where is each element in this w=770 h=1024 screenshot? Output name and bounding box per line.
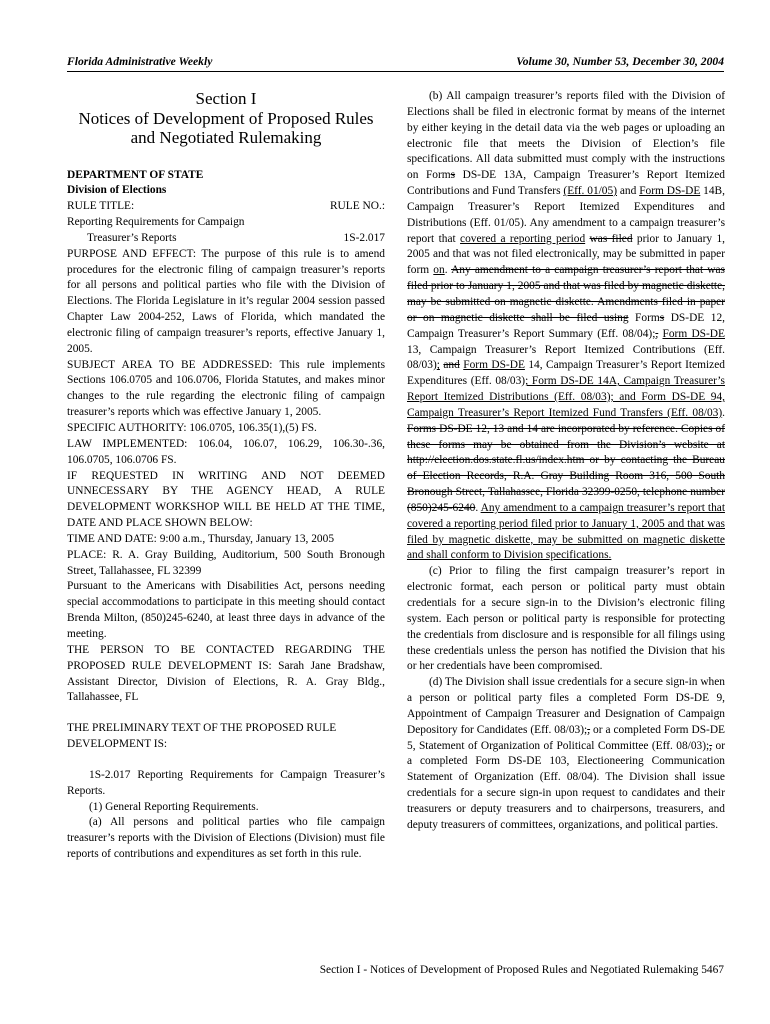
page-footer xyxy=(67,964,724,976)
ada-paragraph: Pursuant to the Americans with Disabilities Act, persons needing special accommodations to participate in this meeting should contact Brenda Milton, (850)245-6240, at least three days in advance of the meeting. xyxy=(67,580,385,640)
rule-title-row xyxy=(67,199,385,215)
text-run: DS-DE 13A, Campaign Treasurer’s Report Itemized Contributions and Fund Transfers xyxy=(407,169,725,198)
deleted-text: , xyxy=(709,739,713,752)
text-run: Form xyxy=(425,169,451,182)
text-run: 13, Campaign Treasurer’s Report Itemized Contributions (Eff. 08/03) xyxy=(407,343,725,372)
text-run: or a completed Form DS-DE 103, Electioneering Communication Statement of Organization (Eff. 08/04). The Division shall issue credentials for a secure sign-in upon request to candidates and their treasurers or deputy treasurers and to chairpersons, treasurers, and deputy treasurers of committees, organizations, and political parties. xyxy=(407,739,725,831)
text-run: Form xyxy=(628,311,660,324)
deleted-text: Any amendment to a campaign treasurer’s report that was filed prior to January 1, 2005 and that was filed by magnetic diskette, may be submitted on magnetic diskette. Amendments filed in paper or on magnetic diskette shall be filed using xyxy=(407,264,725,324)
section-title-line: Section I xyxy=(195,89,257,108)
deleted-text: and xyxy=(443,359,460,372)
deleted-text: was filed xyxy=(589,232,633,245)
preliminary-text-heading: THE PRELIMINARY TEXT OF THE PROPOSED RULE DEVELOPMENT IS: xyxy=(67,722,337,751)
inserted-text: ; Form DS-DE 14A, Campaign Treasurer’s Report Itemized Distributions (Eff. 08/03); and Form DS-DE 94, Campaign Treasurer’s Report Itemized Fund Transfers (Eff. 08/03) xyxy=(407,375,725,419)
section-title xyxy=(67,89,385,148)
rule-title-text: Reporting Requirements for Campaign xyxy=(67,216,245,229)
inserted-text: ; xyxy=(584,723,588,736)
text-run: 14B, Campaign Treasurer’s Report Itemized Expenditures and Distributions (Eff. 01/05). Any amendment to a campaign treasurer’s report that xyxy=(407,185,725,245)
footer-text: Section I - Notices of Development of Proposed Rules and Negotiated Rulemaking xyxy=(319,964,699,976)
deleted-text: , xyxy=(655,327,659,340)
department-heading: DEPARTMENT OF STATE xyxy=(67,168,204,181)
inserted-text: ; xyxy=(706,739,710,752)
text-run: 14, Campaign Treasurer’s Report Itemized Expenditures (Eff. 08/03) xyxy=(407,359,725,388)
inserted-text: Any amendment to a campaign treasurer’s report that covered a reporting period filed prior to January 1, 2005 and that was filed by magnetic diskette, may be submitted on magnetic diskette and shall conform to Division specifications. xyxy=(407,501,725,562)
place: PLACE: R. A. Gray Building, Auditorium, 500 South Bronough Street, Tallahassee, FL 32399 xyxy=(67,548,385,577)
deleted-text: s xyxy=(659,311,665,324)
inserted-text: Form DS-DE xyxy=(639,185,701,198)
inserted-text: (Eff. 01/05) xyxy=(563,185,617,198)
inserted-text: ; xyxy=(652,327,656,340)
division-heading: Division of Elections xyxy=(67,184,167,197)
volume-info: Volume 30, Number 53, December 30, 2004 xyxy=(516,55,724,68)
text-run: (b) All campaign treasurer’s reports filed with the Division of Elections shall be filed in electronic format by means of the internet by either keying in the detail data via the web pages or uploading an electronic file that meets the Division of Election’s file specifications. All data submitted must comply with the instructions on xyxy=(407,90,725,182)
text-run: . xyxy=(444,264,452,277)
publication-title: Florida Administrative Weekly xyxy=(67,55,213,68)
right-column xyxy=(407,89,725,834)
paragraph-c: (c) Prior to filing the first campaign treasurer’s report in electronic format, each person or political party must obtain credentials for a secure sign-in to the Division’s electronic filing system. Each person or political party is responsible for protecting the credentials from disclosure and is responsible for all filings using these credentials unless the person has notified the Division that his or her credentials have been compromised. xyxy=(407,565,725,673)
rule-number: 1S-2.017 xyxy=(343,231,385,244)
rule-heading: 1S-2.017 Reporting Requirements for Campaign Treasurer’s Reports. xyxy=(67,768,385,797)
deleted-text: , xyxy=(587,723,591,736)
deleted-text: s xyxy=(450,169,456,182)
time-date: TIME AND DATE: 9:00 a.m., Thursday, January 13, 2005 xyxy=(67,532,335,545)
text-run: prior to January 1, 2005 and that was not filed electronically, may be submitted in paper form xyxy=(407,232,726,277)
rule-title-text: Treasurer’s Reports xyxy=(87,231,177,244)
left-column xyxy=(67,89,385,863)
running-header xyxy=(67,53,724,71)
workshop-notice: IF REQUESTED IN WRITING AND NOT DEEMED UNNECESSARY BY THE AGENCY HEAD, A RULE DEVELOPMENT WORKSHOP WILL BE HELD AT THE TIME, DATE AND PLACE SHOWN BELOW: xyxy=(67,469,385,530)
inserted-text: covered a reporting period xyxy=(460,232,586,245)
inserted-text: Form DS-DE xyxy=(662,327,725,340)
subject-paragraph: SUBJECT AREA TO BE ADDRESSED: This rule implements Sections 106.0705 and 106.0706, Florida Statutes, and makes minor changes to the rule regarding the electronic filing of campaign treasurer’s reports which was effective January 1, 2005. xyxy=(67,358,385,419)
text-run: or a completed Form DS-DE 5, Statement of Organization of Political Committee (Eff. 08/03) xyxy=(407,723,726,752)
page-number: 5467 xyxy=(701,964,724,976)
text-run: and xyxy=(617,185,640,198)
section-title-line: and Negotiated Rulemaking xyxy=(130,128,322,147)
text-run: (d) The Division shall issue credentials for a secure sign-in when a person or political party files a completed Form DS-DE 9, Appointment of Campaign Treasurer and Designation of Campaign Depository for Candidates (Eff. 08/03) xyxy=(407,676,725,736)
purpose-paragraph: PURPOSE AND EFFECT: The purpose of this rule is to amend procedures for the electronic filing of campaign treasurer’s reports for all persons and political parties who file with the Division of Elections. The Florida Legislature in it’s regular 2004 session passed Chapter Law 2004-252, Laws of Florida, which mandated the electronic filing of campaign treasurer’s reports, effective January 1, 2005. xyxy=(67,247,385,355)
paragraph-b xyxy=(407,89,725,564)
text-run: . xyxy=(475,501,481,514)
paragraph-d xyxy=(407,675,725,833)
rule-title-label: RULE TITLE: xyxy=(67,200,135,213)
inserted-text: Form DS-DE xyxy=(463,359,525,372)
contact-paragraph: THE PERSON TO BE CONTACTED REGARDING THE PROPOSED RULE DEVELOPMENT IS: Sarah Jane Bradshaw, Assistant Director, Division of Elections, R. A. Gray Bldg., Tallahassee, FL xyxy=(67,643,385,704)
header-divider xyxy=(67,71,724,72)
authority-paragraph: SPECIFIC AUTHORITY: 106.0705, 106.35(1),(5) FS. xyxy=(67,422,317,434)
paragraph-a: (a) All persons and political parties who file campaign treasurer’s reports with the Division of Elections (Division) must file reports of contributions and expenditures as set forth in this rule. xyxy=(67,816,385,861)
inserted-text: on xyxy=(433,264,445,277)
law-paragraph: LAW IMPLEMENTED: 106.04, 106.07, 106.29, 106.30-.36, 106.0705, 106.0706 FS. xyxy=(67,437,385,466)
inserted-text: ; xyxy=(436,359,440,372)
rule-no-label: RULE NO.: xyxy=(329,200,385,213)
general-requirements: (1) General Reporting Requirements. xyxy=(89,800,259,813)
deleted-text: Forms DS-DE 12, 13 and 14 are incorporated by reference. Copies of these forms may be obtained from the Division’s website at http://election.dos.state.fl.us/index.htm or by contacting the Bureau of Election Records, R.A. Gray Building Room 316, 500 South Bronough Street, Tallahassee, Florida 32399-0250, telephone number (850)245-6240 xyxy=(407,422,725,514)
rule-title-row-2 xyxy=(67,231,385,247)
text-run: . xyxy=(722,406,725,419)
text-run: DS-DE 12, Campaign Treasurer’s Report Summary (Eff. 08/04) xyxy=(407,311,726,340)
section-title-line: Notices of Development of Proposed Rules xyxy=(78,108,374,128)
